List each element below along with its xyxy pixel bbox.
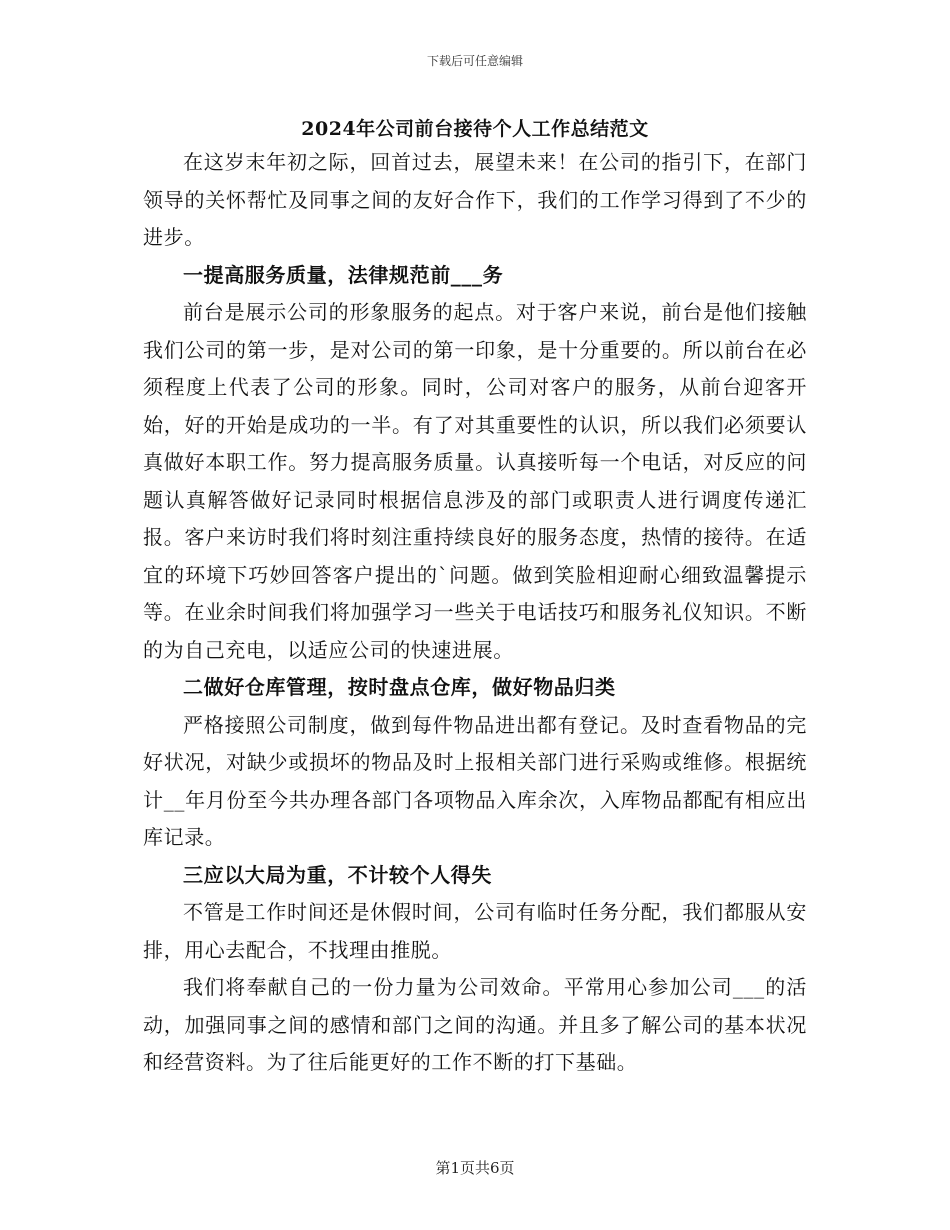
section-3-paragraph-2: 我们将奉献自己的一份力量为公司效命。平常用心参加公司___的活动，加强同事之间的感情和部门之间的沟通。并且多了解公司的基本状况和经营资料。为了往后能更好的工作不断的打下基础。 [143, 975, 807, 1074]
page-number: 第1页共6页 [435, 1159, 515, 1177]
intro-paragraph: 在这岁末年初之际，回首过去，展望未来！在公司的指引下，在部门领导的关怀帮忙及同事之间的友好合作下，我们的工作学习得到了不少的进步。 [143, 150, 807, 249]
document-body [143, 144, 807, 1082]
section-1-paragraph-1: 前台是展示公司的形象服务的起点。对于客户来说，前台是他们接触我们公司的第一步，是对公司的第一印象，是十分重要的。所以前台在必须程度上代表了公司的形象。同时，公司对客户的服务，从前台迎客开始，好的开始是成功的一半。有了对其重要性的认识，所以我们必须要认真做好本职工作。努力提高服务质量。认真接听每一个电话，对反应的问题认真解答做好记录同时根据信息涉及的部门或职责人进行调度传递汇报。客户来访时我们将时刻注重持续良好的服务态度，热情的接待。在适宜的环境下巧妙回答客户提出的`问题。做到笑脸相迎耐心细致温馨提示等。在业余时间我们将加强学习一些关于电话技巧和服务礼仪知识。不断的为自己充电，以适应公司的快速进展。 [143, 300, 807, 662]
document-title: 2024年公司前台接待个人工作总结范文 [301, 118, 649, 140]
page-header: 下载后可任意编辑 [426, 54, 523, 68]
section-2-heading: 二做好仓库管理，按时盘点仓库，做好物品归类 [183, 675, 616, 699]
section-3-paragraph-1: 不管是工作时间还是休假时间，公司有临时任务分配，我们都服从安排，用心去配合，不找理由推脱。 [143, 900, 807, 962]
section-1-heading: 一提高服务质量，法律规范前___务 [183, 262, 504, 287]
section-3-heading: 三应以大局为重，不计较个人得失 [183, 862, 492, 887]
section-2-paragraph-1: 严格接照公司制度，做到每件物品进出都有登记。及时查看物品的完好状况，对缺少或损坏的物品及时上报相关部门进行采购或维修。根据统计__年月份至今共办理各部门各项物品入库余次，入库物品都配有相应出库记录。 [143, 712, 807, 849]
